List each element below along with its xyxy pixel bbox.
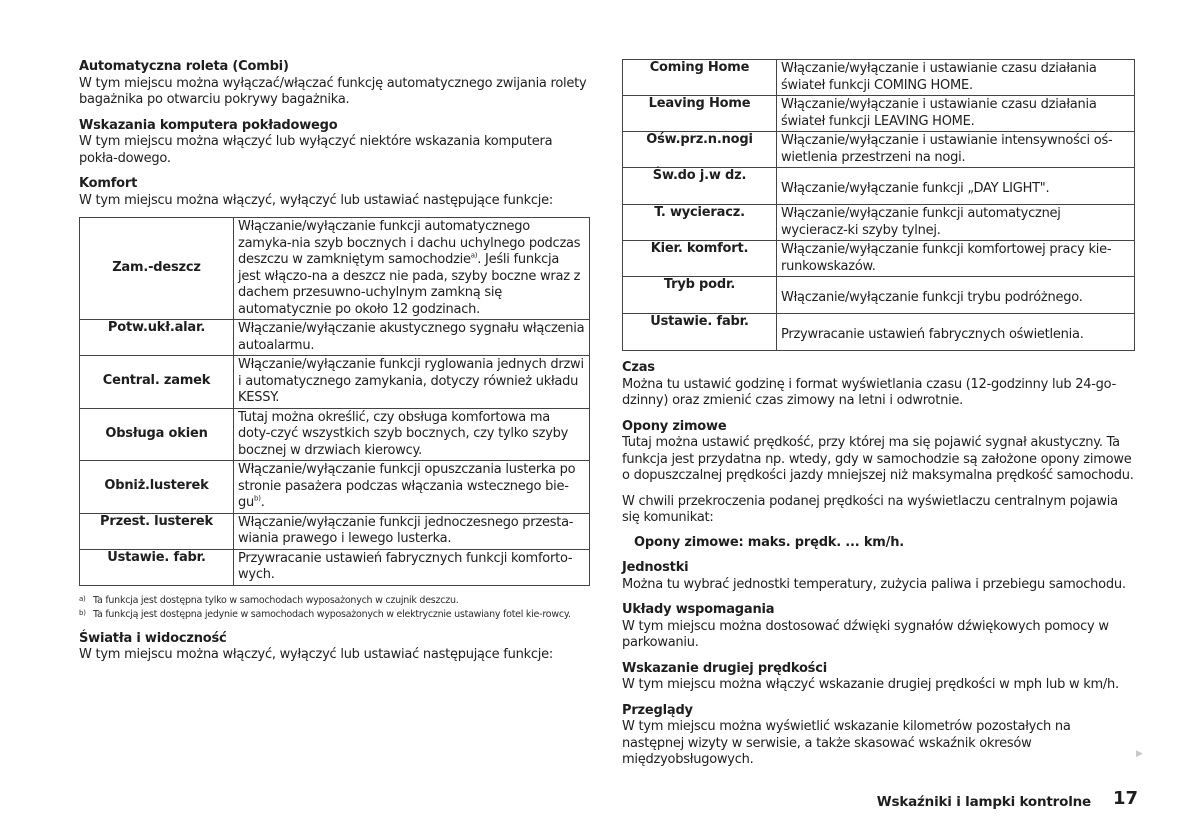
section-wskazania-komputera xyxy=(79,118,590,168)
table-row xyxy=(623,96,1135,132)
table-row xyxy=(80,461,590,514)
section-jednostki xyxy=(622,560,1135,593)
display-message: Opony zimowe: maks. prędk. ... km/h. xyxy=(634,534,904,550)
section-przeglady xyxy=(622,703,1135,769)
footnote-b xyxy=(79,609,590,621)
section-swiatla-i-widocznosc xyxy=(79,631,590,664)
table-row xyxy=(80,513,590,549)
komfort-settings-table xyxy=(79,217,590,586)
footnote-text: Ta funkcją jest dostępna jedynie w samochodach wyposażonych w elektrycznie ustawiany fotel kie-rowcy. xyxy=(93,608,571,620)
setting-description: Przywracanie ustawień fabrycznych oświetlenia. xyxy=(777,314,1135,351)
lights-settings-table xyxy=(622,59,1135,351)
section-opony-zimowe xyxy=(622,419,1135,552)
setting-description: Włączanie/wyłączanie funkcji trybu podróżnego. xyxy=(777,277,1135,314)
section-title: Czas xyxy=(622,360,655,375)
section-text: W tym miejscu można włączyć, wyłączyć lub ustawiać następujące funkcje: xyxy=(79,647,554,662)
setting-description: Włączanie/wyłączanie funkcji komfortowej pracy kie-runkowskazów. xyxy=(777,241,1135,277)
page-number: 17 xyxy=(1112,788,1138,809)
setting-label: Obniż.lusterek xyxy=(80,461,234,514)
setting-description: Włączanie/wyłączanie akustycznego sygnału włączenia autoalarmu. xyxy=(234,320,590,356)
setting-description: Włączanie/wyłączanie funkcji „DAY LIGHT". xyxy=(777,168,1135,205)
setting-label: Kier. komfort. xyxy=(623,241,777,277)
setting-description: Włączanie/wyłączanie funkcji jednoczesnego przesta-wiania prawego i lewego lusterka. xyxy=(234,513,590,549)
setting-label: Ośw.prz.n.nogi xyxy=(623,132,777,168)
setting-description: Włączanie/wyłączanie i ustawianie czasu działania świateł funkcji COMING HOME. xyxy=(777,60,1135,96)
table-row xyxy=(80,218,590,320)
setting-label: Tryb podr. xyxy=(623,277,777,314)
section-text: W tym miejscu można włączyć wskazanie drugiej prędkości w mph lub w km/h. xyxy=(622,677,1119,692)
section-title: Wskazania komputera pokładowego xyxy=(79,117,338,133)
setting-label: Coming Home xyxy=(623,60,777,96)
section-title: Przeglądy xyxy=(622,702,693,718)
footnote-ref[interactable]: b) xyxy=(254,494,261,503)
table-row xyxy=(623,132,1135,168)
section-text: W tym miejscu można włączyć lub wyłączyć niektóre wskazania komputera pokła-dowego. xyxy=(79,134,553,166)
footnotes xyxy=(79,595,590,621)
section-text: W tym miejscu można wyłączać/włączać funkcję automatycznego zwijania rolety bagażnika po otwarciu pokrywy bagażnika. xyxy=(79,75,587,107)
section-title: Światła i widoczność xyxy=(79,630,227,646)
section-title: Komfort xyxy=(79,176,138,191)
section-komfort xyxy=(79,176,590,209)
section-title: Automatyczna roleta (Combi) xyxy=(79,59,289,74)
section-text: W tym miejscu można włączyć, wyłączyć lub ustawiać następujące funkcje: xyxy=(79,192,554,208)
table-row xyxy=(80,356,590,409)
section-text: W tym miejscu można wyświetlić wskazanie kilometrów pozostałych na następnej wizyty w serwisie, a także skasować wskaźnik okresów międzyobsługowych. xyxy=(622,719,1071,767)
table-row xyxy=(623,277,1135,314)
setting-label: Central. zamek xyxy=(80,356,234,409)
footnote-mark: a) xyxy=(79,594,86,603)
setting-label: Ustawie. fabr. xyxy=(80,549,234,585)
section-uklady-wspomagania xyxy=(622,602,1135,652)
setting-label: Zam.-deszcz xyxy=(80,218,234,320)
table-row xyxy=(80,408,590,461)
table-row xyxy=(623,314,1135,351)
footnote-a xyxy=(79,595,590,607)
table-row xyxy=(623,60,1135,96)
footnote-mark: b) xyxy=(79,608,86,617)
setting-description: Włączanie/wyłączanie funkcji ryglowania jednych drzwi i automatycznego zamykania, dotyczy również układu KESSY. xyxy=(234,356,590,409)
table-row xyxy=(623,168,1135,205)
table-row xyxy=(80,549,590,585)
section-text: Można tu ustawić godzinę i format wyświetlania czasu (12-godzinny lub 24-go-dzinny) oraz zmienić czas zimowy na letni i odwrotnie. xyxy=(622,376,1117,408)
setting-description: Przywracanie ustawień fabrycznych funkcji komforto-wych. xyxy=(234,549,590,585)
section-automatyczna-roleta xyxy=(79,59,590,109)
continue-arrow-icon: ▶ xyxy=(1136,749,1143,759)
setting-description: Włączanie/wyłączanie i ustawianie intensywności oś-wietlenia przestrzeni na nogi. xyxy=(777,132,1135,168)
setting-description: Włączanie/wyłączanie funkcji automatycznej wycieracz-ki szyby tylnej. xyxy=(777,205,1135,241)
setting-description: Włączanie/wyłączanie i ustawianie czasu działania świateł funkcji LEAVING HOME. xyxy=(777,96,1135,132)
section-wskazanie-drugiej-predkosci xyxy=(622,661,1135,694)
section-title: Wskazanie drugiej prędkości xyxy=(622,660,827,676)
setting-label: Św.do j.w dz. xyxy=(623,168,777,205)
setting-label: Potw.ukł.alar. xyxy=(80,320,234,356)
right-column xyxy=(622,59,1135,778)
setting-label: T. wycieracz. xyxy=(623,205,777,241)
setting-description: Tutaj można określić, czy obsługa komfortowa ma doty-czyć wszystkich szyb bocznych, czy tylko szyby bocznej w drzwiach kierowcy. xyxy=(234,408,590,461)
table-row xyxy=(623,241,1135,277)
footnote-ref[interactable]: a) xyxy=(470,251,478,260)
section-text-2: W chwili przekroczenia podanej prędkości na wyświetlaczu centralnym pojawia się komunikat: xyxy=(622,493,1118,525)
setting-label: Obsługa okien xyxy=(80,408,234,461)
setting-label: Ustawie. fabr. xyxy=(623,314,777,351)
footnote-text: Ta funkcja jest dostępna tylko w samochodach wyposażonych w czujnik deszczu. xyxy=(93,594,459,606)
setting-description: Włączanie/wyłączanie funkcji opuszczania lusterka po stronie pasażera podczas włączania wstecznego bie-gu$^{b)}$. xyxy=(234,461,590,514)
section-text: W tym miejscu można dostosować dźwięki sygnałów dźwiękowych pomocy w parkowaniu. xyxy=(622,618,1109,650)
setting-label: Przest. lusterek xyxy=(80,513,234,549)
section-czas xyxy=(622,360,1135,410)
section-text: Można tu wybrać jednostki temperatury, zużycia paliwa i przebiegu samochodu. xyxy=(622,576,1126,592)
section-title: Jednostki xyxy=(622,560,689,575)
section-title: Układy wspomagania xyxy=(622,602,775,617)
section-title: Opony zimowe xyxy=(622,418,727,434)
chapter-title: Wskaźniki i lampki kontrolne xyxy=(876,794,1091,810)
table-row xyxy=(623,205,1135,241)
table-row xyxy=(80,320,590,356)
left-column xyxy=(79,59,590,673)
setting-description: Włączanie/wyłączanie funkcji automatycznego zamyka-nia szyb bocznych i dachu uchylnego podczas deszczu w zamkniętym samochodzie$^{a)}$. Jeśli funkcja jest włączo-na a deszcz nie pada, szyby boczne wraz z dachem przesuwno-uchylnym zamkną się automatycznie po około 12 godzinach. xyxy=(234,218,590,320)
setting-label: Leaving Home xyxy=(623,96,777,132)
section-text: Tutaj można ustawić prędkość, przy której ma się pojawić sygnał akustyczny. Ta funkcja jest przydatna np. wtedy, gdy w samochodzie są założone opony zimowe o dopuszczalnej prędkości jazdy mniejszej niż maksymalna prędkość samochodu. xyxy=(622,435,1134,483)
